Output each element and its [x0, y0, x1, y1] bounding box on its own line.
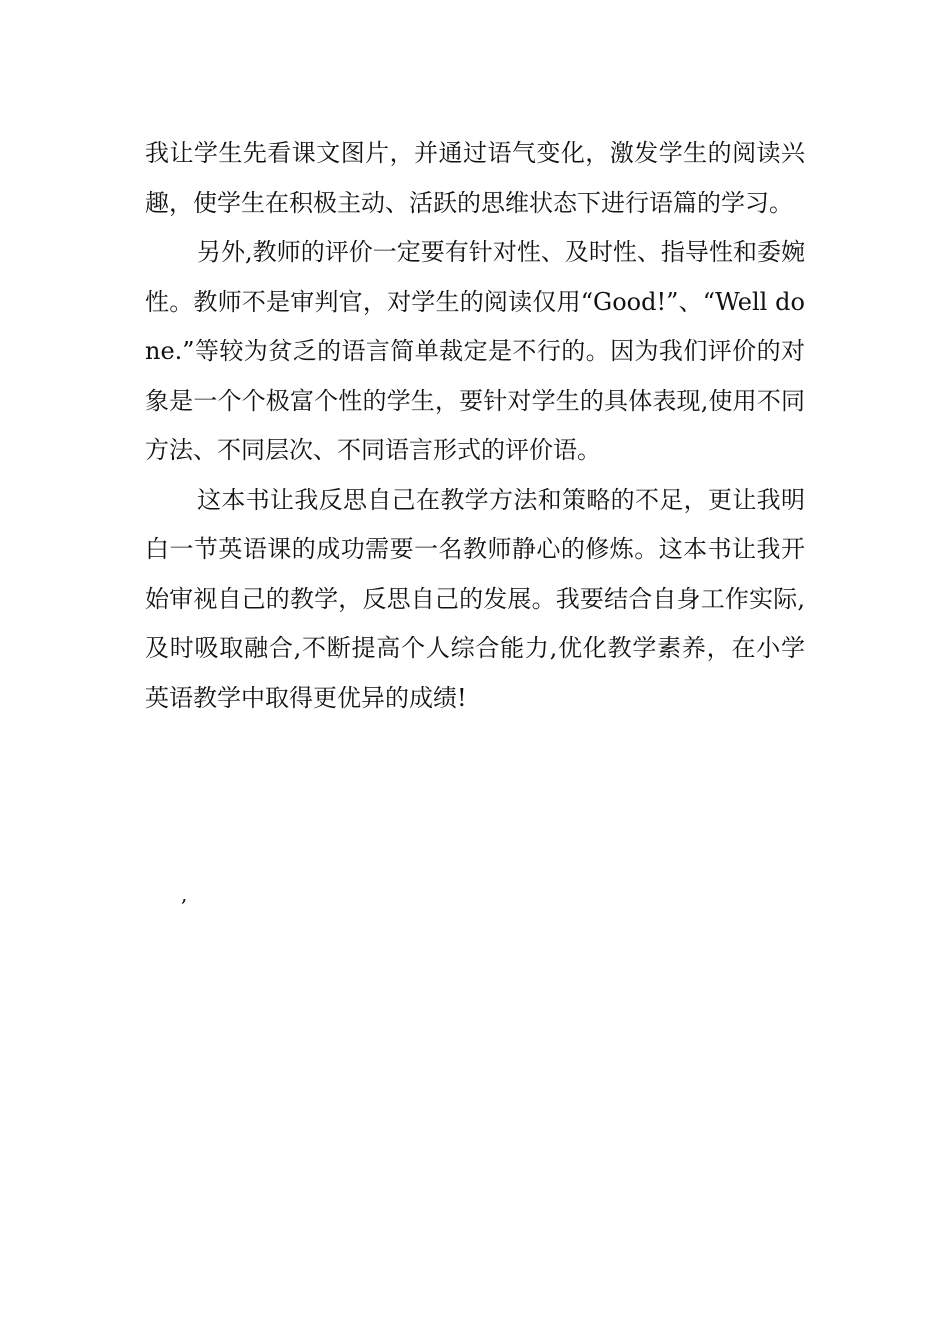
paragraph-2: 另外,教师的评价一定要有针对性、及时性、指导性和委婉性。教师不是审判官，对学生的阅读仅用“Good!”、“Well done.”等较为贫乏的语言简单裁定是不行的。因为我们评价的对象是一个个极富个性的学生，要针对学生的具体表现,使用不同方法、不同层次、不同语言形式的评价语。 — [145, 238, 805, 464]
stray-comma: , — [181, 882, 188, 906]
paragraph-3: 这本书让我反思自己在教学方法和策略的不足，更让我明白一节英语课的成功需要一名教师静心的修炼。这本书让我开始审视自己的教学，反思自己的发展。我要结合自身工作实际,及时吸取融合,不断提高个人综合能力,优化教学素养，在小学英语教学中取得更优异的成绩! — [145, 485, 805, 712]
paragraph-1: 我让学生先看课文图片，并通过语气变化，激发学生的阅读兴趣，使学生在积极主动、活跃的思维状态下进行语篇的学习。 — [145, 139, 805, 217]
document-body — [145, 129, 805, 723]
